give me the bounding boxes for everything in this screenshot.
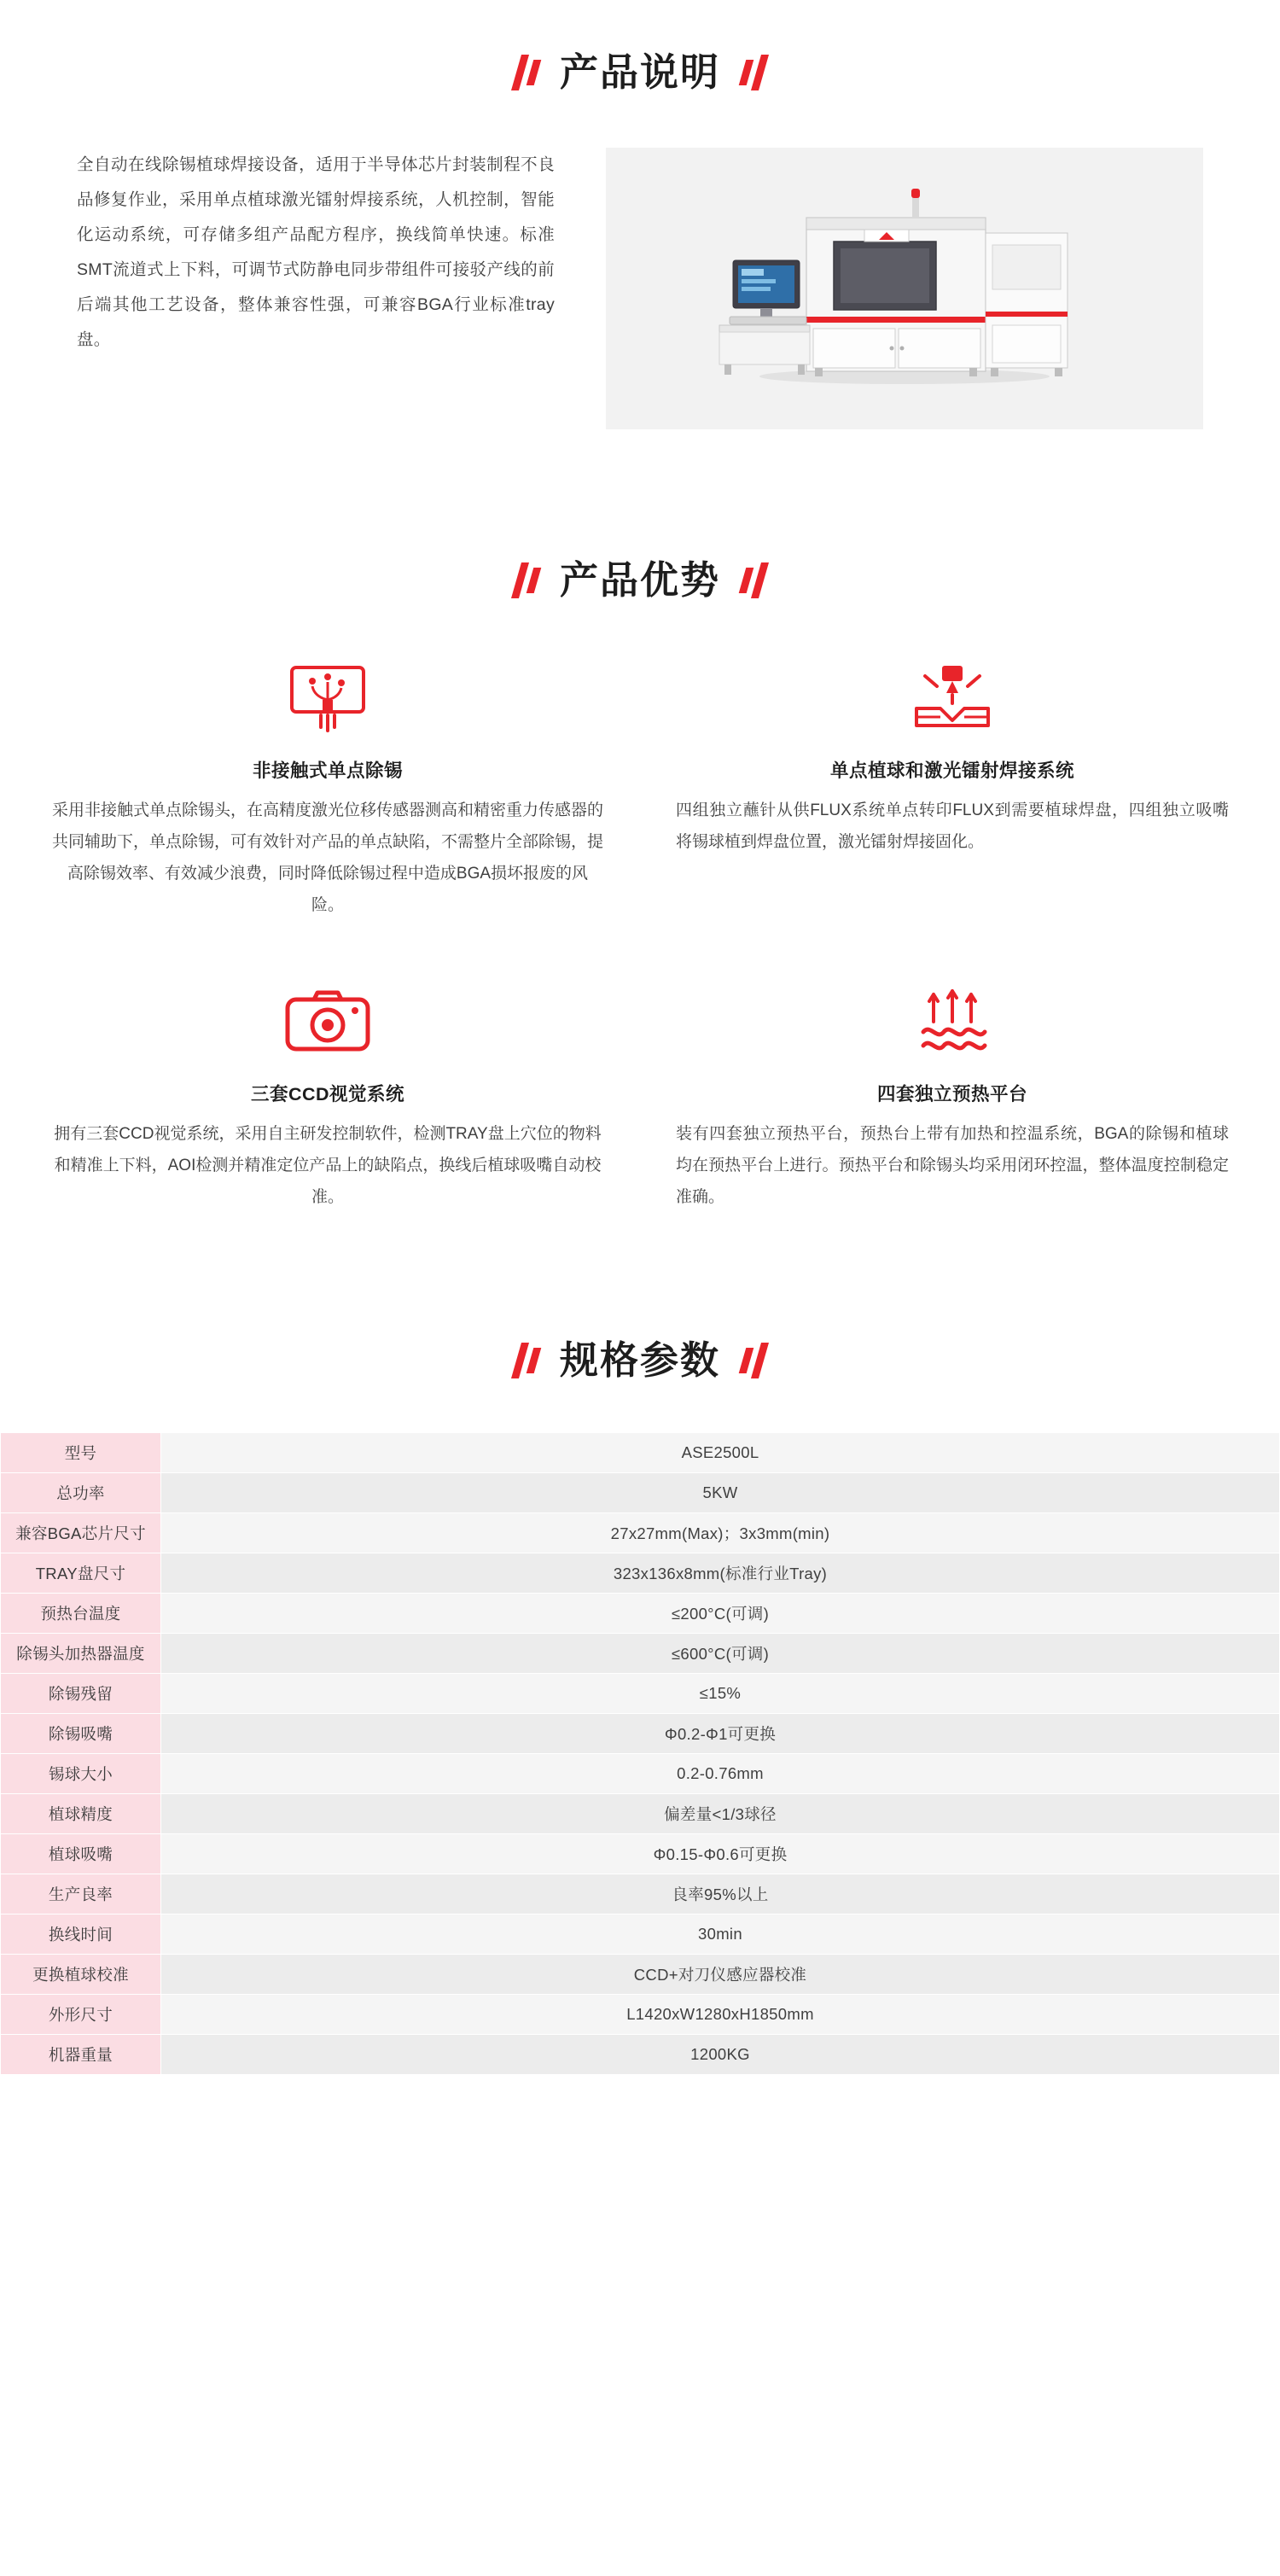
slash-ornament-right bbox=[742, 562, 764, 598]
table-row bbox=[1, 1995, 1280, 2035]
spec-key: 除锡吸嘴 bbox=[1, 1714, 161, 1754]
spec-table bbox=[0, 1432, 1280, 2075]
spec-key: 总功率 bbox=[1, 1473, 161, 1513]
description-block bbox=[0, 91, 1280, 429]
slash-ornament-left bbox=[516, 562, 538, 598]
spec-key: 锡球大小 bbox=[1, 1754, 161, 1794]
section-heading-specs bbox=[0, 1213, 1280, 1383]
spec-value: 偏差量<1/3球径 bbox=[161, 1794, 1280, 1834]
advantage-item bbox=[666, 982, 1239, 1213]
description-text: 全自动在线除锡植球焊接设备，适用于半导体芯片封装制程不良品修复作业，采用单点植球激光镭射焊接系统，人机控制，智能化运动系统，可存储多组产品配方程序，换线简单快速。标准SMT流道式上下料，可调节式防静电同步带组件可接驳产线的前后端其他工艺设备，整体兼容性强，可兼容BGA行业标准tray盘。 bbox=[77, 155, 555, 349]
table-row bbox=[1, 1794, 1280, 1834]
advantage-title: 四套独立预热平台 bbox=[876, 1084, 1027, 1105]
advantage-item bbox=[666, 659, 1239, 921]
table-row bbox=[1, 1674, 1280, 1714]
table-row bbox=[1, 1634, 1280, 1674]
advantages-grid bbox=[0, 599, 1280, 1213]
table-row bbox=[1, 1955, 1280, 1995]
spec-value: 良率95%以上 bbox=[161, 1874, 1280, 1915]
spec-key: 植球吸嘴 bbox=[1, 1834, 161, 1874]
page-title: 产品说明 bbox=[559, 50, 720, 94]
spec-key: 生产良率 bbox=[1, 1874, 161, 1915]
spec-key: 预热台温度 bbox=[1, 1594, 161, 1634]
table-row bbox=[1, 2035, 1280, 2075]
spec-key: 外形尺寸 bbox=[1, 1995, 161, 2035]
camera-icon bbox=[41, 982, 614, 1061]
spec-value: 27x27mm(Max)；3x3mm(min) bbox=[161, 1513, 1280, 1553]
advantage-title: 三套CCD视觉系统 bbox=[250, 1084, 405, 1105]
desolder-nozzle-icon bbox=[41, 659, 614, 737]
slash-ornament-left bbox=[516, 1343, 538, 1378]
heat-platform-icon bbox=[666, 982, 1239, 1061]
spec-value: ≤200°C(可调) bbox=[161, 1594, 1280, 1634]
table-row bbox=[1, 1473, 1280, 1513]
specs-title: 规格参数 bbox=[559, 1338, 720, 1383]
spec-value: 1200KG bbox=[161, 2035, 1280, 2075]
table-row bbox=[1, 1513, 1280, 1553]
spec-value: ≤600°C(可调) bbox=[161, 1634, 1280, 1674]
spec-value: 0.2-0.76mm bbox=[161, 1754, 1280, 1794]
spec-key: TRAY盘尺寸 bbox=[1, 1553, 161, 1594]
spec-key: 兼容BGA芯片尺寸 bbox=[1, 1513, 161, 1553]
slash-ornament-right bbox=[742, 1343, 764, 1378]
table-row bbox=[1, 1553, 1280, 1594]
table-row bbox=[1, 1834, 1280, 1874]
spec-value: L1420xW1280xH1850mm bbox=[161, 1995, 1280, 2035]
product-photo bbox=[606, 148, 1203, 429]
advantage-body: 装有四套独立预热平台，预热台上带有加热和控温系统，BGA的除锡和植球均在预热平台上进行。预热平台和除锡头均采用闭环控温，整体温度控制稳定准确。 bbox=[676, 1125, 1229, 1207]
table-row bbox=[1, 1754, 1280, 1794]
advantage-body: 采用非接触式单点除锡头，在高精度激光位移传感器测高和精密重力传感器的共同辅助下，单点除锡，可有效针对产品的单点缺陷，不需整片全部除锡，提高除锡效率、有效减少浪费，同时降低除锡过程中造成BGA损坏报废的风险。 bbox=[51, 801, 603, 915]
slash-ornament-left bbox=[516, 55, 538, 90]
advantage-item bbox=[41, 659, 614, 921]
spec-key: 除锡残留 bbox=[1, 1674, 161, 1714]
spec-value: 323x136x8mm(标准行业Tray) bbox=[161, 1553, 1280, 1594]
advantage-item bbox=[41, 982, 614, 1213]
machine-illustration bbox=[704, 182, 1105, 395]
advantage-body: 四组独立蘸针从供FLUX系统单点转印FLUX到需要植球焊盘，四组独立吸嘴将锡球植到焊盘位置，激光镭射焊接固化。 bbox=[676, 801, 1229, 852]
slash-ornament-right bbox=[742, 55, 764, 90]
table-row bbox=[1, 1433, 1280, 1473]
table-row bbox=[1, 1915, 1280, 1955]
spec-key: 除锡头加热器温度 bbox=[1, 1634, 161, 1674]
section-heading-advantages bbox=[0, 429, 1280, 602]
spec-key: 机器重量 bbox=[1, 2035, 161, 2075]
table-row bbox=[1, 1874, 1280, 1915]
spec-key: 植球精度 bbox=[1, 1794, 161, 1834]
spec-value: 30min bbox=[161, 1915, 1280, 1955]
advantage-title: 非接触式单点除锡 bbox=[252, 761, 403, 781]
spec-key: 更换植球校准 bbox=[1, 1955, 161, 1995]
laser-welding-icon bbox=[666, 659, 1239, 737]
advantage-body: 拥有三套CCD视觉系统，采用自主研发控制软件，检测TRAY盘上穴位的物料和精准上下料，AOI检测并精准定位产品上的缺陷点，换线后植球吸嘴自动校准。 bbox=[54, 1125, 602, 1207]
spec-key: 换线时间 bbox=[1, 1915, 161, 1955]
spec-value: CCD+对刀仪感应器校准 bbox=[161, 1955, 1280, 1995]
spec-value: 5KW bbox=[161, 1473, 1280, 1513]
advantages-title: 产品优势 bbox=[559, 558, 720, 602]
table-row bbox=[1, 1594, 1280, 1634]
section-heading-description bbox=[0, 0, 1280, 94]
spec-value: ≤15% bbox=[161, 1674, 1280, 1714]
advantage-title: 单点植球和激光镭射焊接系统 bbox=[829, 761, 1074, 781]
spec-key: 型号 bbox=[1, 1433, 161, 1473]
spec-value: Φ0.15-Φ0.6可更换 bbox=[161, 1834, 1280, 1874]
spec-value: ASE2500L bbox=[161, 1433, 1280, 1473]
spec-value: Φ0.2-Φ1可更换 bbox=[161, 1714, 1280, 1754]
table-row bbox=[1, 1714, 1280, 1754]
